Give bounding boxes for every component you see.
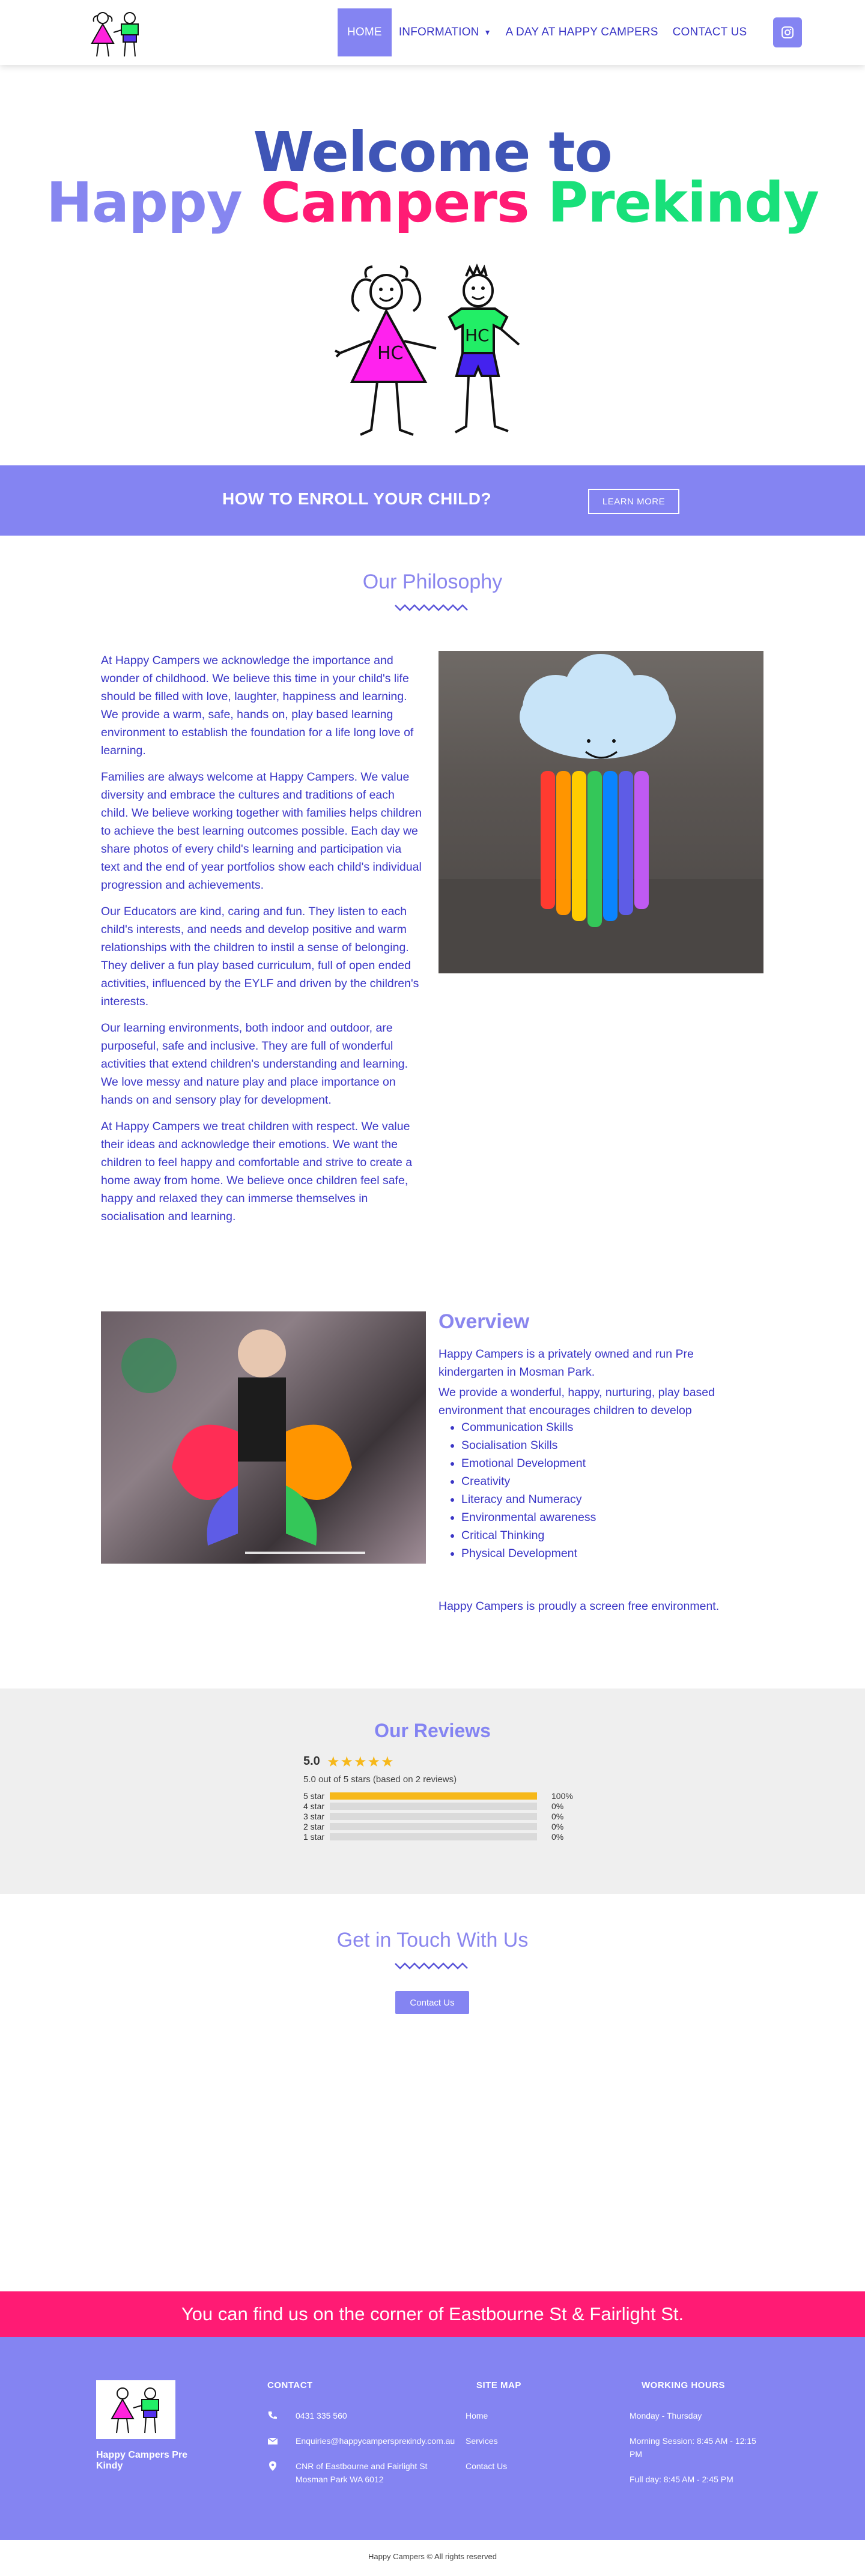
footer-phone[interactable]: 0431 335 560 bbox=[296, 2411, 347, 2420]
svg-text:HC: HC bbox=[465, 325, 490, 345]
site-footer bbox=[0, 2337, 865, 2540]
hero-word-happy: Happy bbox=[46, 171, 242, 235]
nav-contact[interactable] bbox=[666, 8, 754, 56]
nav-contact-label: CONTACT US bbox=[672, 26, 747, 38]
rating-row[interactable] bbox=[303, 1801, 575, 1811]
main-nav bbox=[338, 8, 754, 56]
rating-breakdown bbox=[303, 1791, 575, 1842]
nav-a-day[interactable] bbox=[499, 8, 666, 56]
hero-title-line1: Welcome to bbox=[253, 120, 612, 184]
footer-hours-days: Monday - Thursday bbox=[630, 2411, 702, 2420]
slider-indicator[interactable] bbox=[245, 1552, 365, 1554]
rating-row-label: 1 star bbox=[303, 1831, 325, 1842]
reviews-title: Our Reviews bbox=[374, 1720, 491, 1741]
contact-section bbox=[0, 1894, 865, 2291]
copyright-bar bbox=[0, 2540, 865, 2576]
rating-row[interactable] bbox=[303, 1831, 575, 1842]
envelope-icon bbox=[267, 2435, 278, 2446]
rating-bar bbox=[330, 1833, 537, 1840]
rating-row[interactable] bbox=[303, 1821, 575, 1831]
footer-link-contact[interactable]: Contact Us bbox=[466, 2461, 508, 2471]
nav-home[interactable] bbox=[338, 8, 392, 56]
rating-bar bbox=[330, 1803, 537, 1810]
list-item: • Communication Skills bbox=[461, 1418, 596, 1436]
star-icon: ★★★★★ bbox=[327, 1754, 395, 1770]
philosophy-paragraph: Families are always welcome at Happy Campers. We value diversity and embrace the cultures and traditions of each child. We believe working together with families helps children to achieve the best learning outcomes possible. Each day we share photos of every child's learning and participation via text and the end of year portfolios show each child's individual progression and achievements. bbox=[101, 770, 422, 892]
footer-link-home[interactable]: Home bbox=[466, 2411, 488, 2420]
hero-kids-illustration bbox=[329, 263, 545, 449]
instagram-icon bbox=[781, 26, 794, 39]
list-item: • Creativity bbox=[461, 1472, 596, 1490]
footer-brand: Happy Campers Pre Kindy bbox=[96, 2450, 188, 2471]
list-item: • Critical Thinking bbox=[461, 1526, 596, 1544]
nav-information-label: INFORMATION bbox=[398, 26, 479, 38]
overview-paragraph: We provide a wonderful, happy, nurturing, play based environment that encourages children to develop bbox=[439, 1386, 715, 1417]
rating-row-label: 4 star bbox=[303, 1801, 325, 1811]
overview-paragraph: Happy Campers is a privately owned and run Pre kindergarten in Mosman Park. bbox=[439, 1347, 694, 1379]
nav-information[interactable] bbox=[392, 8, 499, 56]
footer-hours-full: Full day: 8:45 AM - 2:45 PM bbox=[630, 2475, 733, 2484]
rating-row-percent: 0% bbox=[551, 1801, 564, 1811]
footer-contact-heading: CONTACT bbox=[267, 2380, 313, 2390]
chevron-down-icon: ▼ bbox=[484, 28, 491, 37]
list-item: • Emotional Development bbox=[461, 1454, 596, 1472]
rating-bar bbox=[330, 1792, 537, 1800]
rating-bar-fill bbox=[330, 1792, 537, 1800]
list-item: • Physical Development bbox=[461, 1544, 596, 1562]
footer-hours-morning: Morning Session: 8:45 AM - 12:15 PM bbox=[630, 2436, 756, 2459]
copyright-text: Happy Campers © All rights reserved bbox=[368, 2552, 497, 2561]
hero-word-prekindy: Prekindy bbox=[547, 171, 819, 235]
philosophy-paragraph: At Happy Campers we treat children with respect. We value their ideas and acknowledge their emotions. We want the children to feel happy and comfortable and strive to create a home away from home. We believe once children feel safe, happy and relaxed they can immerse themselves in socialisation and learning. bbox=[101, 1120, 413, 1223]
rating-summary: 5.0 out of 5 stars (based on 2 reviews) bbox=[303, 1774, 457, 1785]
site-logo[interactable] bbox=[83, 6, 149, 61]
list-item: • Literacy and Numeracy bbox=[461, 1490, 596, 1508]
rating-row-percent: 0% bbox=[551, 1831, 564, 1842]
footer-address: CNR of Eastbourne and Fairlight St Mosman Park WA 6012 bbox=[296, 2461, 428, 2484]
rating-bar bbox=[330, 1813, 537, 1820]
hero bbox=[0, 65, 865, 465]
rating-row-label: 5 star bbox=[303, 1791, 325, 1801]
list-item: • Environmental awareness bbox=[461, 1508, 596, 1526]
learn-more-button[interactable]: LEARN MORE bbox=[588, 489, 679, 514]
location-banner bbox=[0, 2291, 865, 2337]
location-text: You can find us on the corner of Eastbourne St & Fairlight St. bbox=[181, 2303, 684, 2324]
map-pin-icon bbox=[267, 2461, 278, 2472]
rating-row[interactable] bbox=[303, 1811, 575, 1821]
enroll-title: HOW TO ENROLL YOUR CHILD? bbox=[222, 489, 492, 508]
nav-a-day-label: A DAY AT HAPPY CAMPERS bbox=[505, 26, 658, 38]
philosophy-paragraph: At Happy Campers we acknowledge the importance and wonder of childhood. We believe this time in your child's life should be filled with love, laughter, happiness and learning. We provide a warm, safe, hands on, play based learning environment to establish the foundation for a life long love of learning. bbox=[101, 654, 414, 757]
footer-hours-heading: WORKING HOURS bbox=[642, 2380, 725, 2390]
philosophy-text bbox=[101, 652, 422, 1234]
rating-row-percent: 0% bbox=[551, 1821, 564, 1831]
footer-sitemap-heading: SITE MAP bbox=[476, 2380, 521, 2390]
skills-list bbox=[461, 1418, 596, 1562]
hero-word-campers: Campers bbox=[260, 171, 529, 235]
contact-us-button[interactable]: Contact Us bbox=[395, 1991, 469, 2014]
rating-row-label: 2 star bbox=[303, 1821, 325, 1831]
footer-link-services[interactable]: Services bbox=[466, 2436, 498, 2446]
instagram-button[interactable] bbox=[773, 17, 802, 47]
enroll-banner bbox=[0, 465, 865, 536]
rating-score: 5.0 bbox=[303, 1755, 320, 1768]
contact-title: Get in Touch With Us bbox=[336, 1929, 529, 1952]
rating-row[interactable] bbox=[303, 1791, 575, 1801]
rating-bar bbox=[330, 1823, 537, 1830]
philosophy-title: Our Philosophy bbox=[362, 570, 503, 593]
footer-email[interactable]: Enquiries@happycamperspreкindy.com.au bbox=[296, 2436, 455, 2446]
phone-icon bbox=[267, 2410, 278, 2421]
list-item: • Socialisation Skills bbox=[461, 1436, 596, 1454]
rating-row-label: 3 star bbox=[303, 1811, 325, 1821]
rating-row-percent: 100% bbox=[551, 1791, 573, 1801]
svg-text:HC: HC bbox=[377, 343, 404, 364]
nav-home-label: HOME bbox=[347, 26, 382, 38]
philosophy-paragraph: Our learning environments, both indoor and outdoor, are purposeful, safe and inclusive. They are full of wonderful activities that extend children's understanding and learning. We love messy and nature play and place importance on hands on and sensory play for development. bbox=[101, 1021, 408, 1107]
philosophy-section bbox=[0, 536, 865, 1292]
zigzag-divider bbox=[395, 603, 470, 612]
site-header bbox=[0, 0, 865, 65]
footer-logo[interactable] bbox=[96, 2380, 175, 2439]
reviews-section bbox=[0, 1689, 865, 1894]
zigzag-divider bbox=[395, 1961, 470, 1971]
philosophy-paragraph: Our Educators are kind, caring and fun. They listen to each child's interests, and needs and develop positive and warm relationships with the children to instil a sense of belonging. They deliver a fun play based curriculum, full of open ended activities, influenced by the EYLF and driven by the children's interests. bbox=[101, 905, 419, 1008]
butterfly-wings-photo bbox=[101, 1311, 426, 1564]
hero-title-line2 bbox=[0, 171, 865, 235]
rainbow-cloud-photo bbox=[439, 651, 763, 973]
overview-paragraph: Happy Campers is proudly a screen free environment. bbox=[439, 1600, 720, 1613]
overview-title: Overview bbox=[439, 1310, 530, 1333]
overview-section bbox=[0, 1292, 865, 1689]
cloud-shape bbox=[520, 654, 676, 759]
rating-row-percent: 0% bbox=[551, 1811, 564, 1821]
